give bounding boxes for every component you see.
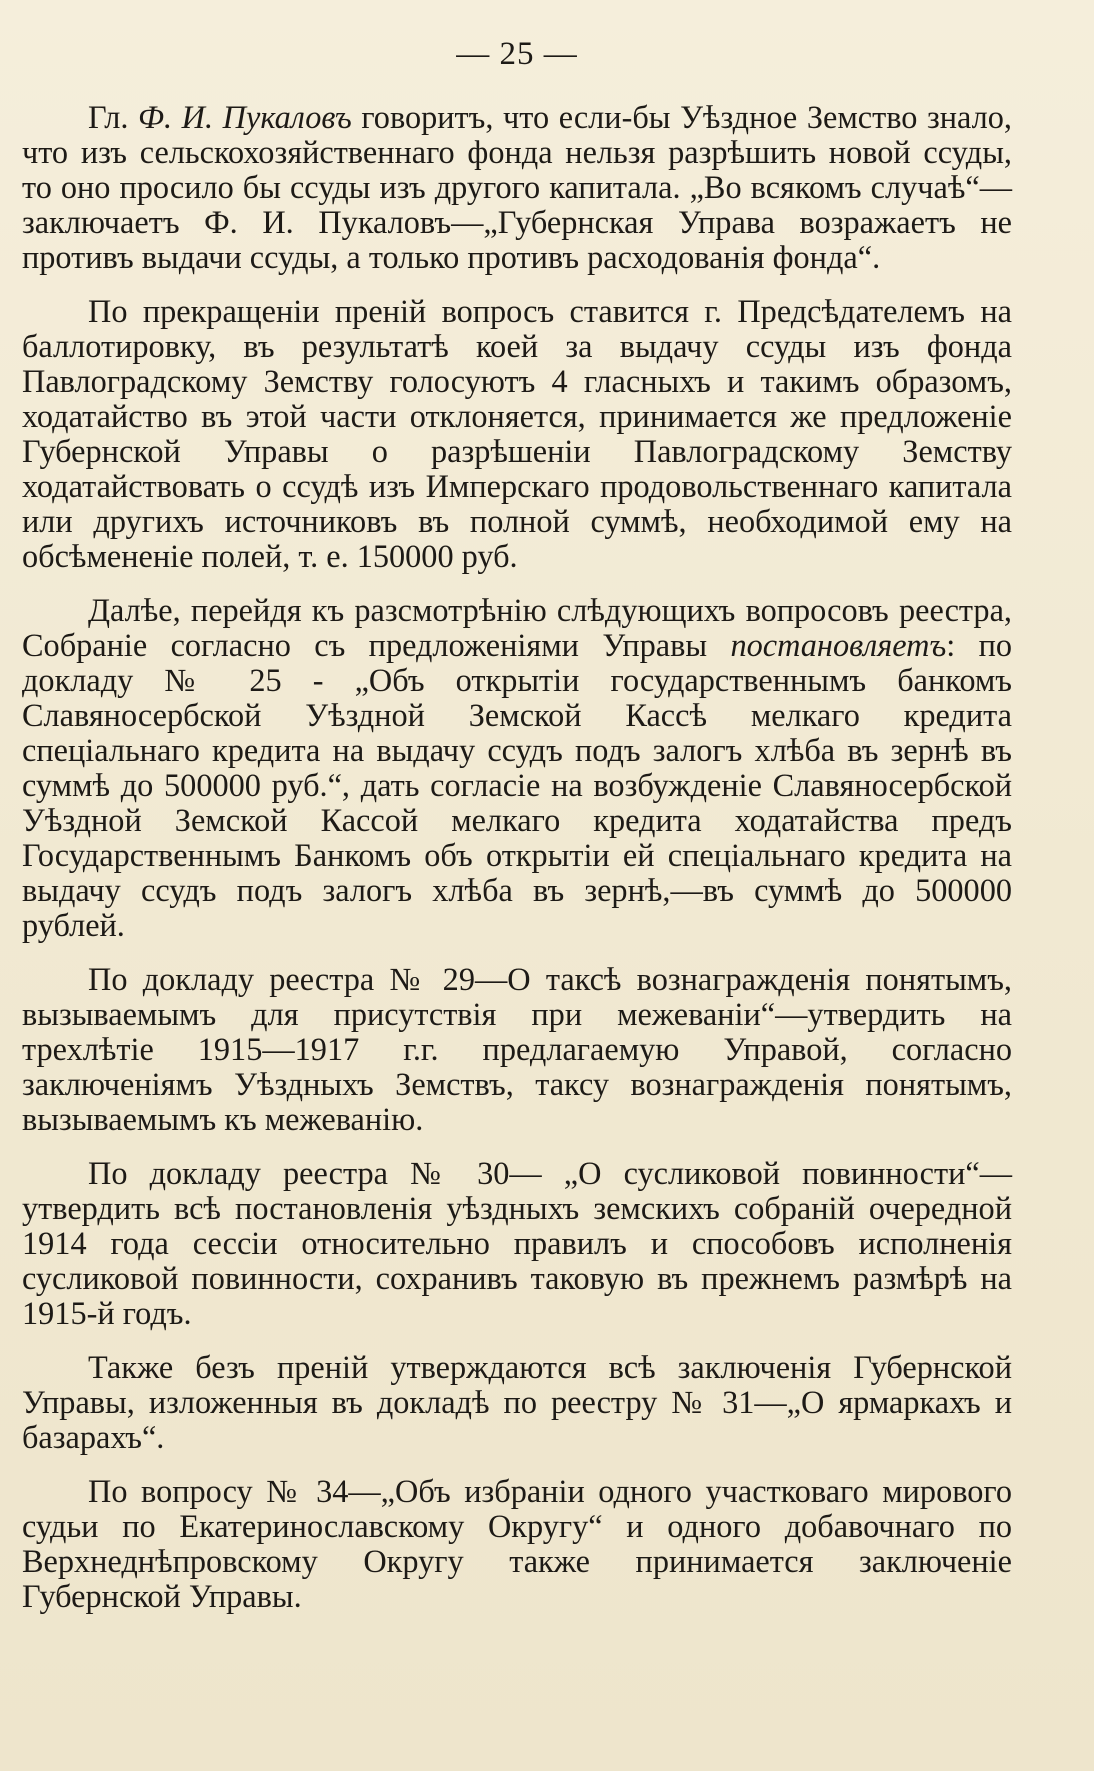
body-text (22, 100, 1012, 1614)
paragraph-4 (22, 962, 1012, 1137)
paragraph-2 (22, 294, 1012, 574)
paragraph-3 (22, 593, 1012, 943)
paragraph-4-text: По докладу реестра № 29—О таксѣ вознагражденія понятымъ, вызываемымъ для присутствія при межеваніи“—утвердить на трехлѣтіе 1915—1917 г.г. предлагаемую Управой, согласно заключеніямъ Уѣздныхъ Земствъ, таксу вознагражденія понятымъ, вызываемымъ къ межеванію. (22, 961, 1012, 1137)
paragraph-7-text: По вопросу № 34—„Объ избраніи одного участковаго мирового судьи по Екатеринославскому Округу“ и одного добавочнаго по Верхнеднѣпровскому Округу также принимается заключеніе Губернской Управы. (22, 1473, 1012, 1614)
paragraph-3-lead: Далѣе, перейдя къ разсмотрѣнію слѣдующихъ вопросовъ реестра, Собраніе согласно съ предложеніями Управы (22, 592, 1012, 663)
paragraph-3-text: : по докладу № 25 - „Объ открытіи государственнымъ банкомъ Славяносербской Уѣздной Земской Кассѣ мелкаго кредита спеціальнаго кредита на выдачу ссудъ подъ залогъ хлѣба въ зернѣ въ суммѣ до 500000 руб.“, дать согласіе на возбужденіе Славяносербской Уѣздной Земской Кассой мелкаго кредита ходатайства предъ Государственнымъ Банкомъ объ открытіи ей спеціальнаго кредита на выдачу ссудъ подъ залогъ хлѣба въ зернѣ,—въ суммѣ до 500000 рублей. (22, 627, 1012, 943)
paragraph-5-text: По докладу реестра № 30— „О сусликовой повинности“—утвердить всѣ постановленія уѣздныхъ земскихъ собраній очередной 1914 года сессіи относительно правилъ и способовъ исполненія сусликовой повинности, сохранивъ таковую въ прежнемъ размѣрѣ на 1915-й годъ. (22, 1155, 1012, 1331)
paragraph-1-text: говоритъ, что если-бы Уѣздное Земство знало, что изъ сельскохозяйственнаго фонда нельзя разрѣшить новой ссуды, то оно просило бы ссуды изъ другого капитала. „Во всякомъ случаѣ“—заключаетъ Ф. И. Пукаловъ—„Губернская Управа возражаетъ не противъ выдачи ссуды, а только противъ расходованія фонда“. (22, 99, 1012, 275)
paragraph-3-resolution-word: постановляетъ (730, 627, 947, 663)
paragraph-1-lead: Гл. (88, 99, 139, 135)
page-number: — 25 — (456, 36, 578, 72)
paragraph-1 (22, 100, 1012, 275)
paragraph-6-text: Также безъ преній утверждаются всѣ заключенія Губернской Управы, изложенныя въ докладѣ по реестру № 31—„О ярмаркахъ и базарахъ“. (22, 1349, 1012, 1455)
paragraph-7 (22, 1474, 1012, 1614)
paragraph-1-speaker-name: Ф. И. Пукаловъ (138, 99, 352, 135)
paragraph-6 (22, 1350, 1012, 1455)
paragraph-2-text: По прекращеніи преній вопросъ ставится г. Предсѣдателемъ на баллотировку, въ результатѣ коей за выдачу ссуды изъ фонда Павлоградскому Земству голосуютъ 4 гласныхъ и такимъ образомъ, ходатайство въ этой части отклоняется, принимается же предложеніе Губернской Управы о разрѣшеніи Павлоградскому Земству ходатайствовать о ссудѣ изъ Имперскаго продовольственнаго капитала или другихъ источниковъ въ полной суммѣ, необходимой ему на обсѣмененіе полей, т. е. 150000 руб. (22, 293, 1012, 574)
paragraph-5 (22, 1156, 1012, 1331)
